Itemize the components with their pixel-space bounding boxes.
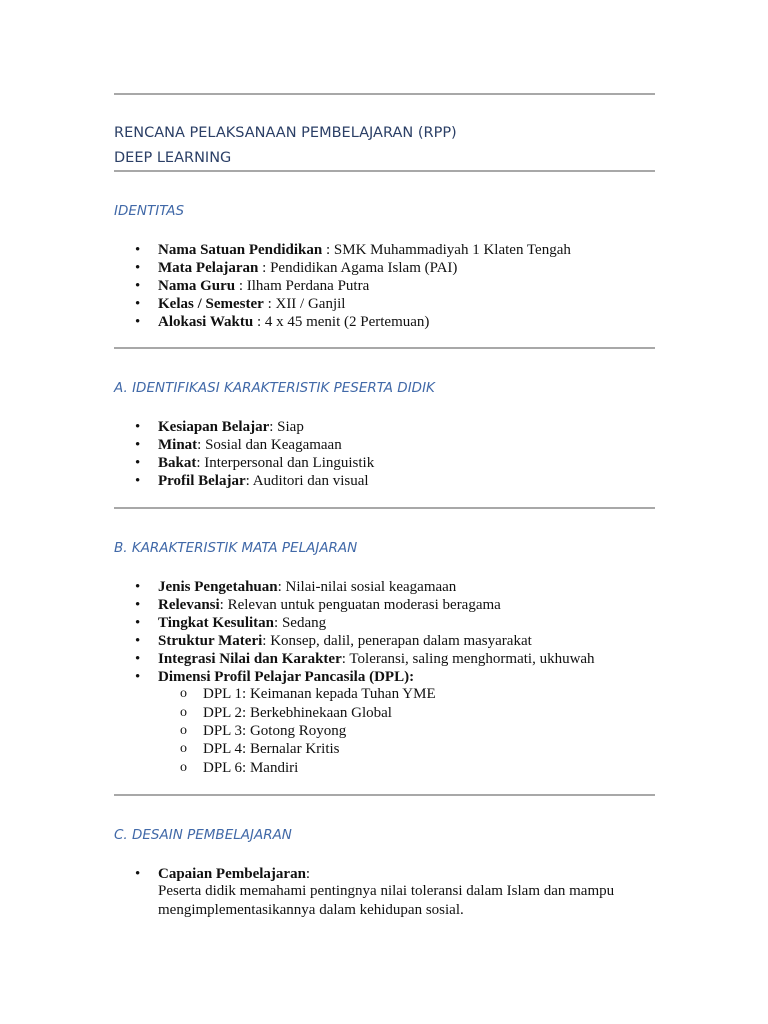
item-label: Alokasi Waktu bbox=[158, 314, 254, 330]
item-label: Nama Guru bbox=[158, 278, 236, 294]
item-value: Auditori dan visual bbox=[252, 473, 369, 489]
item-value: XII / Ganjil bbox=[275, 296, 346, 312]
item-sep: : bbox=[245, 473, 253, 489]
item-value: Sedang bbox=[281, 615, 327, 631]
dpl-item bbox=[180, 740, 340, 758]
item-label: Bakat bbox=[158, 455, 197, 471]
bullet: • bbox=[135, 579, 141, 595]
item-label: Capaian Pembelajaran bbox=[158, 866, 306, 882]
identitas-heading: IDENTITAS bbox=[114, 203, 185, 219]
identitas-item bbox=[135, 241, 571, 259]
item-value: Ilham Perdana Putra bbox=[246, 278, 370, 294]
bullet: • bbox=[135, 615, 141, 631]
item-label: Kesiapan Belajar bbox=[158, 419, 270, 435]
section-b-item bbox=[135, 596, 501, 614]
item-sep: : bbox=[262, 633, 271, 649]
bullet: • bbox=[135, 455, 141, 471]
sub-bullet: o bbox=[180, 723, 187, 738]
section-rule bbox=[114, 507, 655, 509]
item-sep: : bbox=[253, 314, 265, 330]
sub-bullet: o bbox=[180, 760, 187, 775]
title-rule bbox=[114, 170, 655, 172]
bullet: • bbox=[135, 296, 141, 312]
section-rule bbox=[114, 794, 655, 796]
item-sep: : bbox=[269, 419, 278, 435]
sub-bullet: o bbox=[180, 686, 187, 701]
identitas-item bbox=[135, 295, 346, 313]
item-label: Jenis Pengetahuan bbox=[158, 579, 278, 595]
item-value: Konsep, dalil, penerapan dalam masyarakat bbox=[270, 633, 532, 649]
sub-bullet: o bbox=[180, 741, 187, 756]
item-sep: : bbox=[322, 242, 334, 258]
bullet: • bbox=[135, 651, 141, 667]
bullet: • bbox=[135, 473, 141, 489]
item-value: SMK Muhammadiyah 1 Klaten Tengah bbox=[333, 242, 571, 258]
bullet: • bbox=[135, 437, 141, 453]
item-value: 4 x 45 menit (2 Pertemuan) bbox=[264, 314, 430, 330]
dpl-text: DPL 2: Berkebhinekaan Global bbox=[203, 705, 392, 721]
bullet: • bbox=[135, 597, 141, 613]
dpl-item bbox=[180, 722, 347, 740]
section-b-item bbox=[135, 632, 532, 650]
bullet: • bbox=[135, 260, 141, 276]
item-sep: : bbox=[219, 597, 228, 613]
dpl-text: DPL 1: Keimanan kepada Tuhan YME bbox=[203, 686, 436, 702]
item-value: Interpersonal dan Linguistik bbox=[204, 455, 375, 471]
bullet: • bbox=[135, 866, 141, 882]
item-label: Profil Belajar bbox=[158, 473, 246, 489]
section-a-heading: A. IDENTIFIKASI KARAKTERISTIK PESERTA DIDIK bbox=[114, 380, 435, 396]
item-label: Dimensi Profil Pelajar Pancasila (DPL): bbox=[158, 669, 415, 685]
item-sep: : bbox=[341, 651, 350, 667]
identitas-item bbox=[135, 259, 458, 277]
capaian-paragraph: Peserta didik memahami pentingnya nilai toleransi dalam Islam dan mampu mengimplementasikannya dalam kehidupan sosial. bbox=[158, 883, 615, 918]
section-a-item bbox=[135, 472, 369, 490]
item-label: Relevansi bbox=[158, 597, 220, 613]
item-value: Relevan untuk penguatan moderasi beragama bbox=[227, 597, 501, 613]
item-label: Minat bbox=[158, 437, 198, 453]
section-b-heading: B. KARAKTERISTIK MATA PELAJARAN bbox=[114, 540, 358, 556]
bullet: • bbox=[135, 419, 141, 435]
bullet: • bbox=[135, 633, 141, 649]
section-c-item bbox=[135, 865, 311, 883]
item-sep: : bbox=[305, 866, 311, 882]
section-b-item bbox=[135, 650, 595, 668]
item-value: Sosial dan Keagamaan bbox=[205, 437, 342, 453]
section-rule bbox=[114, 347, 655, 349]
item-sep: : bbox=[277, 579, 286, 595]
identitas-item bbox=[135, 277, 370, 295]
item-sep: : bbox=[258, 260, 271, 276]
item-value: Pendidikan Agama Islam (PAI) bbox=[270, 260, 458, 276]
item-value: Siap bbox=[277, 419, 304, 435]
section-b-item bbox=[135, 578, 457, 596]
bullet: • bbox=[135, 242, 141, 258]
bullet: • bbox=[135, 669, 141, 685]
item-sep: : bbox=[235, 278, 247, 294]
item-label: Nama Satuan Pendidikan bbox=[158, 242, 323, 258]
item-label: Tingkat Kesulitan bbox=[158, 615, 275, 631]
bullet: • bbox=[135, 314, 141, 330]
section-a-item bbox=[135, 454, 375, 472]
doc-title-line-2: DEEP LEARNING bbox=[114, 150, 232, 166]
bullet: • bbox=[135, 278, 141, 294]
identitas-item bbox=[135, 313, 430, 331]
dpl-item bbox=[180, 704, 392, 722]
item-label: Kelas / Semester bbox=[158, 296, 264, 312]
item-sep: : bbox=[263, 296, 276, 312]
section-c-heading: C. DESAIN PEMBELAJARAN bbox=[114, 827, 292, 843]
dpl-item bbox=[180, 685, 436, 703]
item-sep: : bbox=[274, 615, 282, 631]
section-a-item bbox=[135, 436, 342, 454]
dpl-text: DPL 3: Gotong Royong bbox=[203, 723, 347, 739]
section-b-item bbox=[135, 614, 327, 632]
top-rule bbox=[114, 93, 655, 95]
section-b-item bbox=[135, 668, 415, 686]
item-sep: : bbox=[197, 437, 206, 453]
item-label: Integrasi Nilai dan Karakter bbox=[158, 651, 342, 667]
sub-bullet: o bbox=[180, 705, 187, 720]
item-value: Nilai-nilai sosial keagamaan bbox=[285, 579, 457, 595]
item-value: Toleransi, saling menghormati, ukhuwah bbox=[349, 651, 595, 667]
dpl-item bbox=[180, 759, 299, 777]
doc-title-line-1: RENCANA PELAKSANAAN PEMBELAJARAN (RPP) bbox=[114, 125, 457, 141]
section-a-item bbox=[135, 418, 304, 436]
item-label: Struktur Materi bbox=[158, 633, 263, 649]
dpl-text: DPL 4: Bernalar Kritis bbox=[203, 741, 340, 757]
item-label: Mata Pelajaran bbox=[158, 260, 259, 276]
dpl-text: DPL 6: Mandiri bbox=[203, 760, 299, 776]
item-sep: : bbox=[196, 455, 205, 471]
